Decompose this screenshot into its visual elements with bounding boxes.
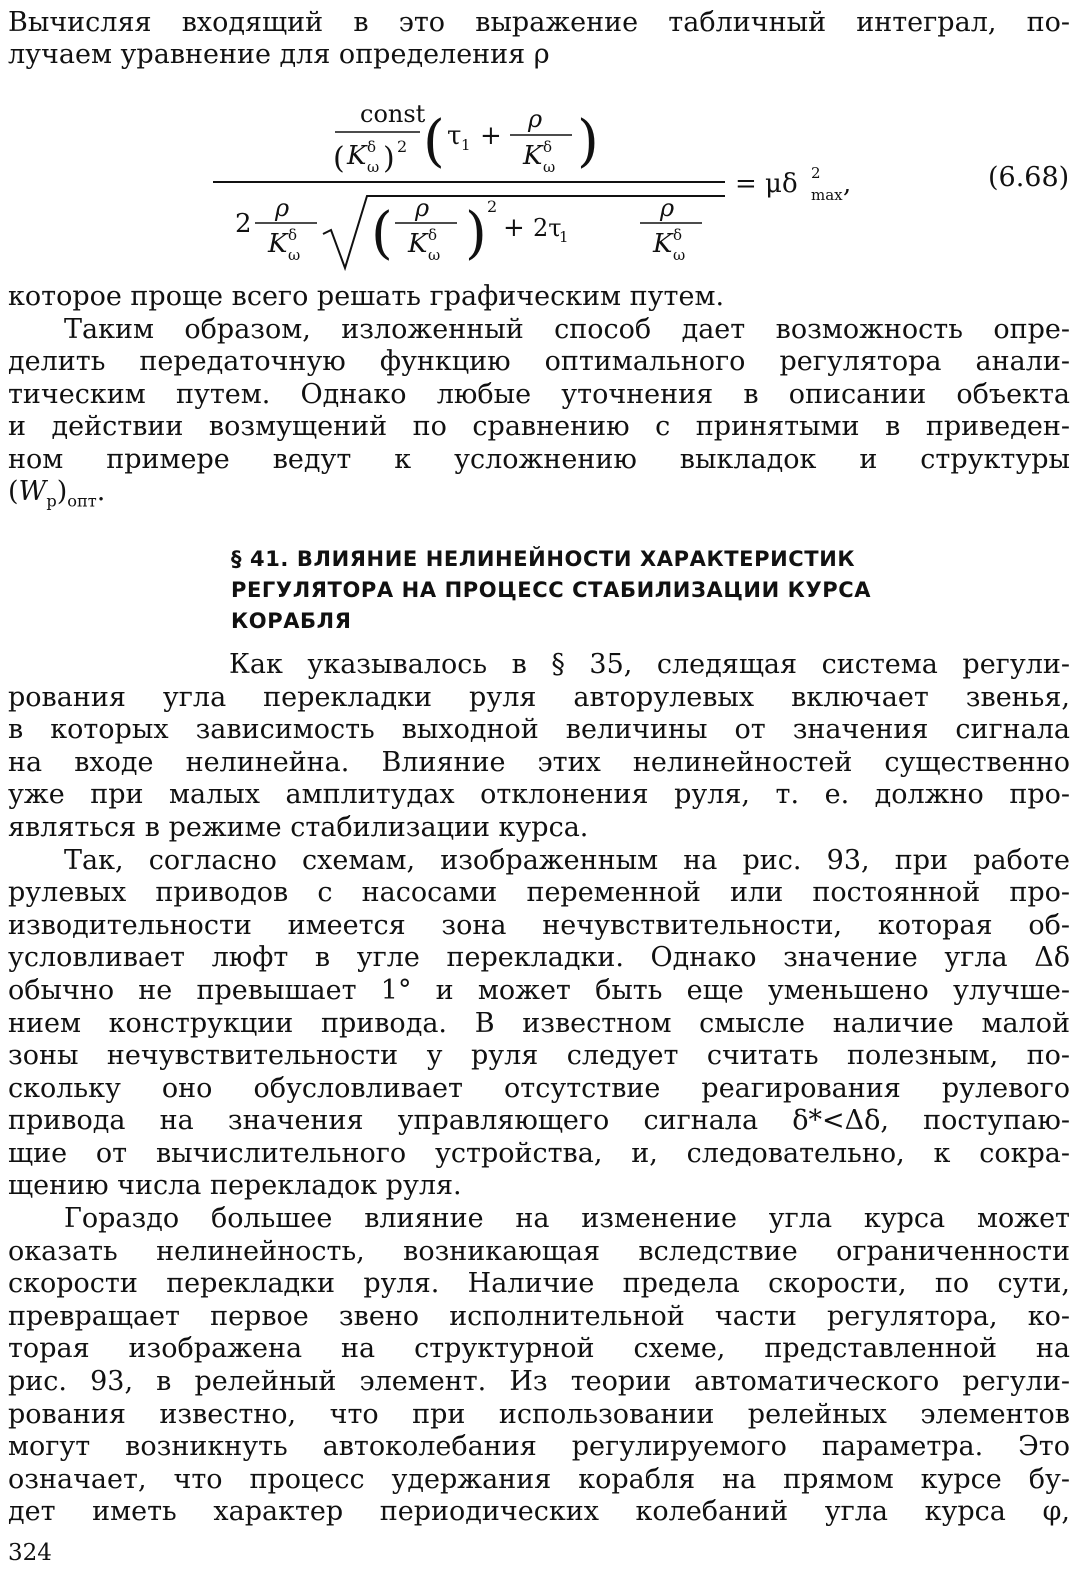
formula-svg [205,92,1075,282]
formula-rho-3: ρ [415,194,430,222]
formula-K-5-sup: δ [673,226,683,244]
para1-paren-open: ( [8,476,19,507]
para4-line-6: рис. 93, в релейный элемент. Из теории автоматического регули- [8,1366,1070,1397]
para3-line-4: условливает люфт в угле перекладки. Однако значение угла Δδ [8,942,1070,973]
para3-line-10: щие от вычислительного устройства, и, следовательно, к сокра- [8,1138,1070,1169]
formula-K-4-sup: δ [428,226,438,244]
section-heading-line-1: § 41. ВЛИЯНИЕ НЕЛИНЕЙНОСТИ ХАРАКТЕРИСТИК [231,547,856,571]
formula-rhs-sub: max [811,186,843,204]
formula-rhs-sup: 2 [811,164,821,182]
formula-tau1: τ [447,121,462,151]
para4-line-7: рования известно, что при использовании релейных элементов [8,1399,1070,1430]
formula-K-4: K [408,229,428,259]
para1-W: W [18,476,47,507]
formula-K-5: K [653,229,673,259]
para1-line-1: которое проще всего решать графическим путем. [8,281,725,312]
para3-line-3: изводительности имеется зона нечувствительности, которая об- [8,910,1070,941]
para1-dot: . [96,476,106,507]
para3-line-8: скольку оно обусловливает отсутствие реагирования рулевого [8,1073,1070,1104]
formula-6-68 [205,92,1075,282]
para4-line-3: скорости перекладки руля. Наличие предела скорости, по сути, [8,1268,1070,1299]
formula-rho-4: ρ [660,194,675,222]
formula-paren-3: ( [371,201,393,266]
intro-line-1: Вычисляя входящий в это выражение табличный интеграл, по- [8,7,1070,38]
equation-number: (6.68) [988,162,1070,193]
formula-plus-1: + [480,121,502,151]
para2-line-4: на входе нелинейна. Влияние этих нелинейностей существенно [8,747,1070,778]
formula-bigparen-open: ( [423,109,445,174]
formula-rhs-comma: , [843,169,852,199]
para2-line-1: Как указывалось в § 35, следящая система регули- [229,649,1070,680]
formula-two-tau-sub: 1 [559,228,569,246]
section-heading-line-2: РЕГУЛЯТОРА НА ПРОЦЕСС СТАБИЛИЗАЦИИ КУРСА [231,578,872,602]
formula-K-2: K [523,141,543,171]
formula-K-3: K [268,229,288,259]
page-number: 324 [8,1540,52,1566]
para3-line-1: Так, согласно схемам, изображенным на рис. 93, при работе [64,845,1070,876]
formula-paren-4: ) [465,201,487,266]
para1-line-6: ном примере ведут к усложнению выкладок и структуры [8,444,1070,475]
para4-line-4: превращает первое звено исполнительной части регулятора, ко- [8,1301,1070,1332]
para4-line-1: Гораздо большее влияние на изменение угла курса может [64,1203,1070,1234]
para2-line-5: уже при малых амплитудах отклонения руля, т. е. должно про- [8,779,1070,810]
formula-K-1-sup: δ [367,138,377,156]
para4-line-10: дет иметь характер периодических колебаний угла курса φ, [8,1496,1070,1527]
para1-line-5: и действии возмущений по сравнению с принятыми в приведен- [8,411,1070,442]
formula-paren-1: ( [333,141,345,176]
para1-line-7 [8,475,1070,509]
formula-K-1-sub: ω [367,158,380,176]
formula-plus-2: + [503,213,525,243]
para1-paren-close: ) [56,476,68,507]
para1-line-4: тическим путем. Однако любые уточнения в описании объекта [8,379,1070,410]
para3-line-9: привода на значения управляющего сигнала δ*<Δδ, поступаю- [8,1105,1070,1136]
para1-line-2: Таким образом, изложенный способ дает возможность опре- [64,314,1070,345]
formula-two-tau: 2τ [533,214,562,242]
formula-K-1: K [347,141,367,171]
formula-paren-2: ) [383,141,395,176]
formula-square-2: 2 [487,197,498,216]
formula-K-5-sub: ω [673,246,686,264]
formula-K-4-sub: ω [428,246,441,264]
para3-line-7: зоны нечувствительности у руля следует считать полезным, по- [8,1040,1070,1071]
para1-line-3: делить передаточную функцию оптимального регулятора анали- [8,346,1070,377]
para4-line-8: могут возникнуть автоколебания регулируемого параметра. Это [8,1431,1070,1462]
formula-rho-1: ρ [528,105,543,133]
formula-const: const [360,100,426,128]
para4-line-5: торая изображена на структурной схеме, представленной на [8,1333,1070,1364]
formula-K-2-sup: δ [543,138,553,156]
formula-rho-2: ρ [275,194,290,222]
para1-opt-sub: опт [67,491,97,511]
formula-two: 2 [235,209,252,239]
para3-line-11: щению числа перекладок руля. [8,1170,462,1201]
formula-rhs: = μδ [735,169,798,199]
para3-line-5: обычно не превышает 1° и может быть еще уменьшено улучше- [8,975,1070,1006]
formula-K-2-sub: ω [543,158,556,176]
formula-K-3-sup: δ [288,226,298,244]
intro-line-2: лучаем уравнение для определения ρ [8,39,550,70]
formula-K-3-sub: ω [288,246,301,264]
para3-line-6: нием конструкции привода. В известном смысле наличие малой [8,1008,1070,1039]
para2-line-3: в которых зависимость выходной величины от значения сигнала [8,714,1070,745]
para2-line-6: являться в режиме стабилизации курса. [8,812,589,843]
para3-line-2: рулевых приводов с насосами переменной или постоянной про- [8,877,1070,908]
formula-tau1-sub: 1 [461,136,471,154]
para2-line-2: рования угла перекладки руля авторулевых включает звенья, [8,682,1070,713]
para1-W-sub: р [46,491,57,511]
section-heading-line-3: КОРАБЛЯ [231,609,352,633]
para4-line-2: оказать нелинейность, возникающая вследствие ограниченности [8,1236,1070,1267]
para4-line-9: означает, что процесс удержания корабля на прямом курсе бу- [8,1464,1070,1495]
formula-square-1: 2 [397,137,408,156]
formula-bigparen-close: ) [577,109,599,174]
